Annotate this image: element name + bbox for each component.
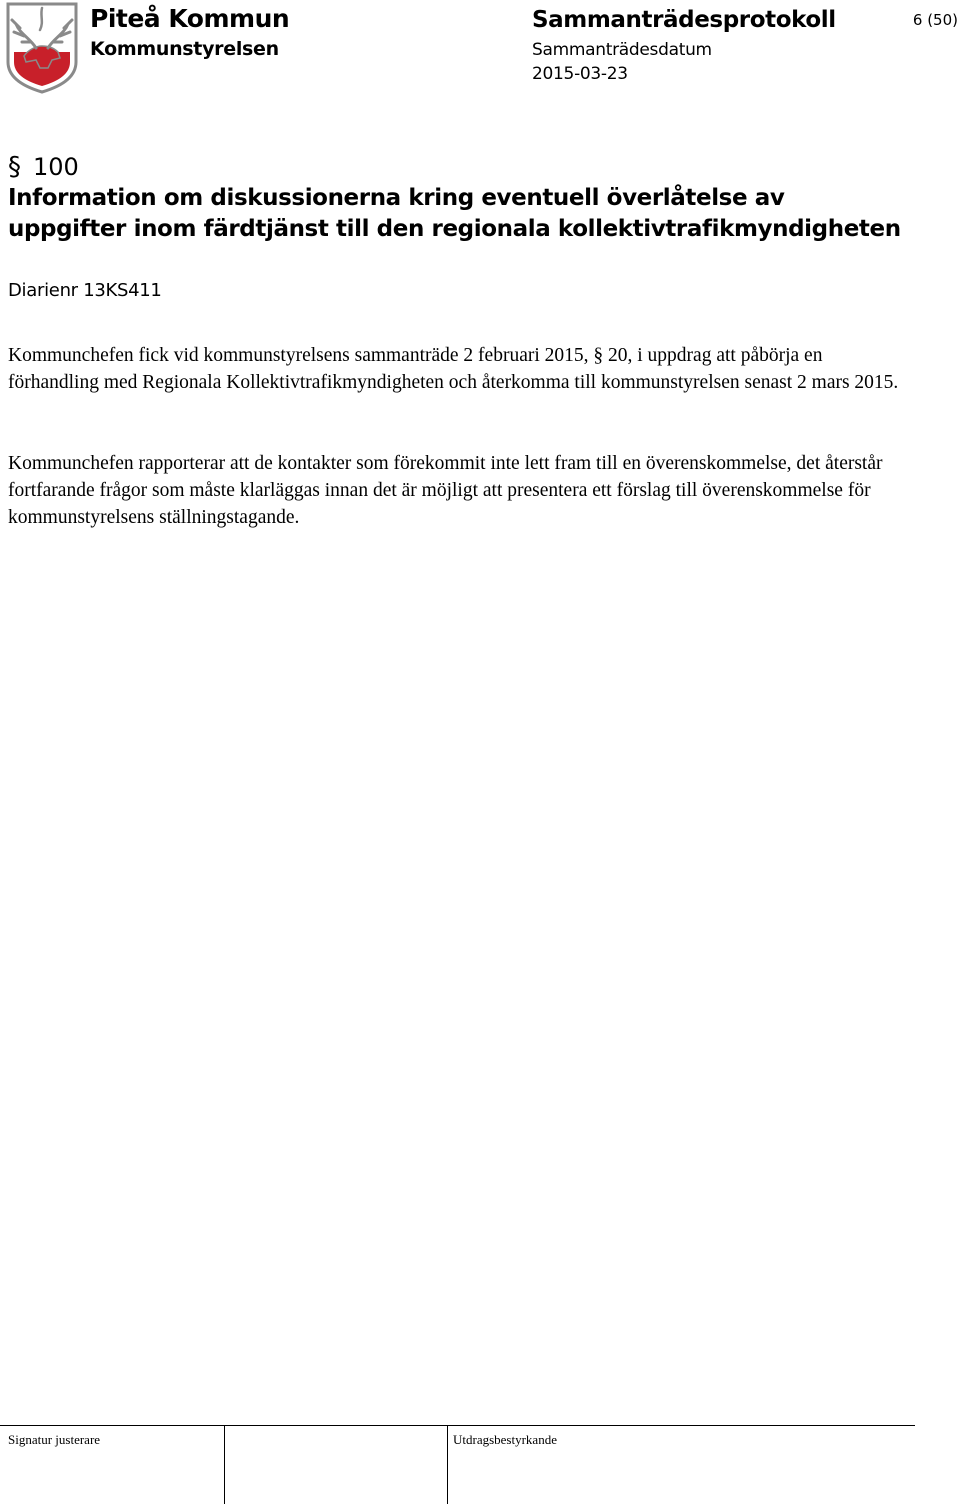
body-paragraph-1 [8,342,908,396]
case-number: Diarienr 13KS411 [8,280,162,301]
page-number: 6 (50) [912,11,958,29]
organization-name: Piteå Kommun [90,4,290,33]
reindeer-coat-of-arms-icon [6,2,78,94]
body-paragraph-2: Kommunchefen rapporterar att de kontakter som förekommit inte lett fram till en överenskommelse, det återstår fortfarande frågor som måste klarläggas innan det är möjligt att presentera ett förslag till överenskommelse för kommunstyrelsens ställningstagande. [8,453,883,528]
paragraph-1-text-start: Kommunchefen fick vid kommunstyrelsens sammanträde 2 februari 2015, [8,345,589,366]
signature-footer [0,1425,915,1504]
paragraph-1-section-symbol: § [593,345,604,366]
section-symbol: § [8,152,21,182]
document-type: Sammanträdesprotokoll [532,7,836,33]
meeting-date-label: Sammanträdesdatum [532,40,712,60]
organization-unit: Kommunstyrelsen [90,38,279,60]
meeting-date-value: 2015-03-23 [532,64,628,84]
section-number: 100 [33,153,79,181]
paragraph-1-text-end: 20, i uppdrag att påbörja en förhandling med Regionala Kollektivtrafikmyndigheten och återkomma till kommunstyrelsen senast 2 mars 2015. [8,345,899,393]
footer-divider [447,1426,448,1504]
extract-certification-label: Utdragsbestyrkande [453,1432,557,1447]
section-number-row [8,152,79,182]
section-title: Information om diskussionerna kring eventuell överlåtelse av uppgifter inom färdtjänst till den regionala kollektivtrafikmyndigheten [8,185,901,242]
signature-label: Signatur justerare [8,1432,101,1447]
page-header [0,0,960,100]
footer-divider [224,1426,225,1504]
